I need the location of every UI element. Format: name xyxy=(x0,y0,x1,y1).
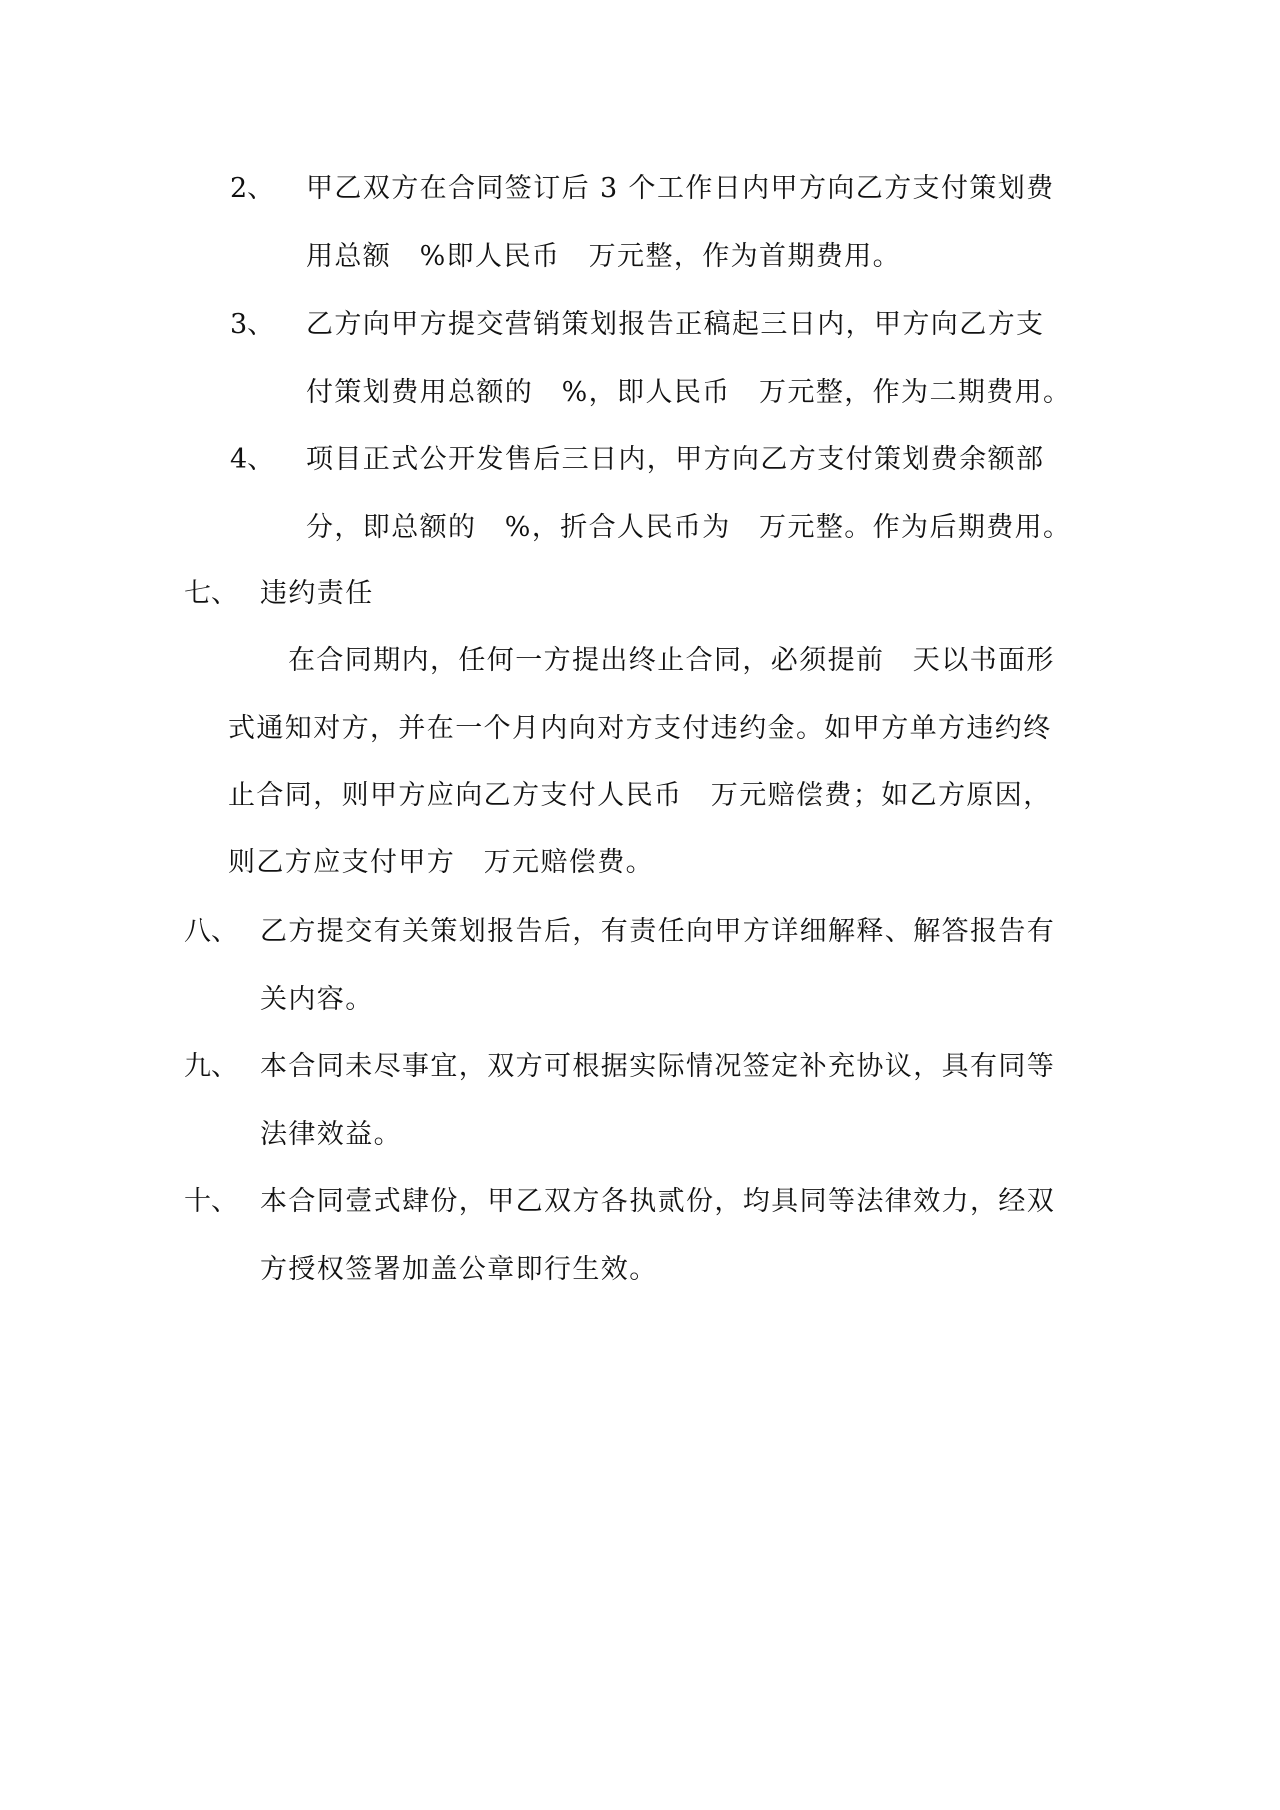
section-text-line: 法律效益。 xyxy=(260,1119,402,1150)
clause-text-line: 付策划费用总额的 %，即人民币 万元整，作为二期费用。 xyxy=(306,377,1072,408)
clause-text-line: 乙方向甲方提交营销策划报告正稿起三日内，甲方向乙方支 xyxy=(306,309,1045,340)
section-text-line: 止合同，则甲方应向乙方支付人民币 万元赔偿费；如乙方原因， xyxy=(228,780,1052,811)
clause-text-line: 分，即总额的 %，折合人民币为 万元整。作为后期费用。 xyxy=(306,512,1072,543)
section-text-line: 本合同壹式肆份，甲乙双方各执贰份，均具同等法律效力，经双 xyxy=(260,1186,1056,1217)
clause-text-line: 项目正式公开发售后三日内，甲方向乙方支付策划费余额部 xyxy=(306,444,1045,475)
clause-text-line: 用总额 %即人民币 万元整，作为首期费用。 xyxy=(306,241,902,272)
section-text-line: 式通知对方，并在一个月内向对方支付违约金。如甲方单方违约终 xyxy=(228,713,1052,744)
section-number: 八、 xyxy=(184,916,238,947)
section-number: 十、 xyxy=(184,1186,238,1217)
section-text-line: 在合同期内，任何一方提出终止合同，必须提前 天以书面形 xyxy=(288,645,1055,676)
section-text-line: 关内容。 xyxy=(260,984,374,1015)
section-text-line: 则乙方应支付甲方 万元赔偿费。 xyxy=(228,847,654,878)
clause-number: 4、 xyxy=(230,444,275,475)
section-title: 违约责任 xyxy=(260,578,374,609)
section-text-line: 方授权签署加盖公章即行生效。 xyxy=(260,1254,658,1285)
clause-number: 2、 xyxy=(230,173,275,204)
section-text-line: 乙方提交有关策划报告后，有责任向甲方详细解释、解答报告有 xyxy=(260,916,1056,947)
section-number: 九、 xyxy=(184,1051,238,1082)
section-text-line: 本合同未尽事宜，双方可根据实际情况签定补充协议，具有同等 xyxy=(260,1051,1056,1082)
clause-number: 3、 xyxy=(230,309,275,340)
clause-text-line: 甲乙双方在合同签订后 3 个工作日内甲方向乙方支付策划费 xyxy=(306,173,1055,204)
section-number: 七、 xyxy=(184,578,238,609)
